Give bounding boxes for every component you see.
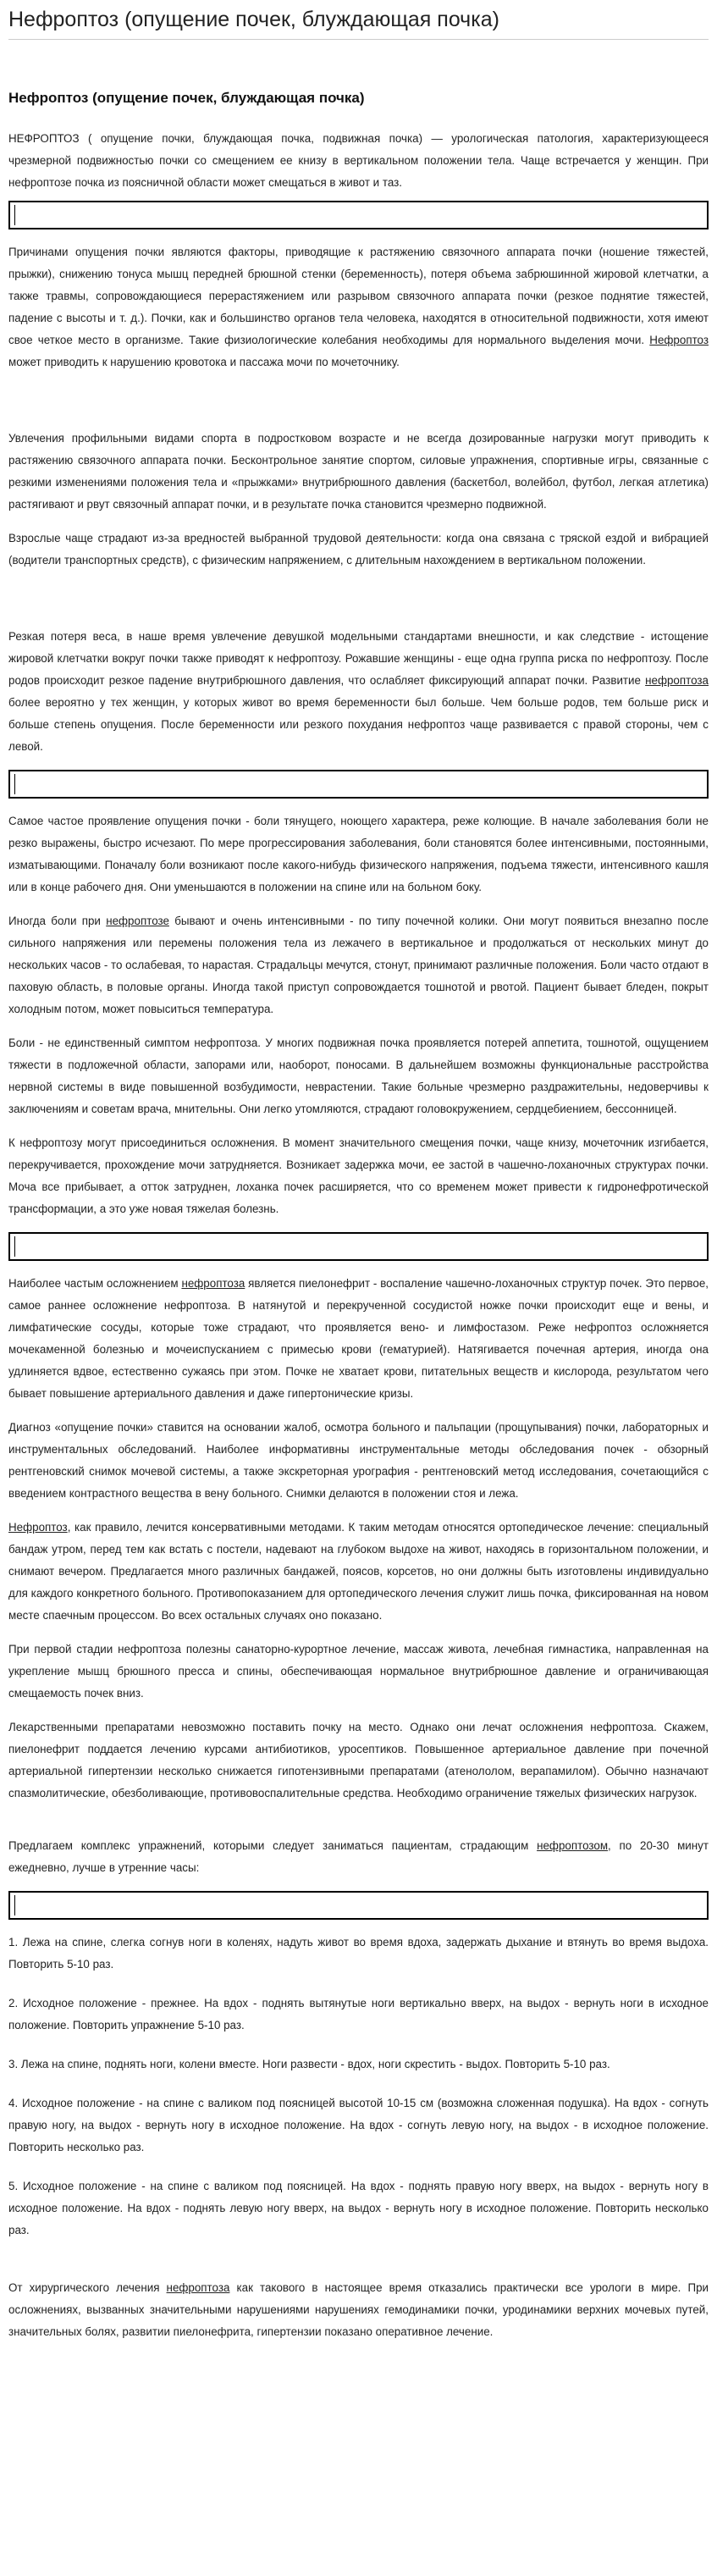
paragraph-treatment	[8, 1517, 709, 1627]
text: может приводить к нарушению кровотока и пассажа мочи по мочеточнику.	[8, 356, 400, 368]
paragraph-adults: Взрослые чаще страдают из-за вредностей выбранной трудовой деятельности: когда она связана с тряской ездой и вибрацией (водители транспортных средств), с физическим напряжением, с длительным нахождением в вертикальном положении.	[8, 532, 709, 567]
exercise-item: 2. Исходное положение - прежнее. На вдох - поднять вытянутые ноги вертикально вверх, на выдох - вернуть ноги в исходное положение. Повторить упражнение 5-10 раз.	[8, 1997, 709, 2032]
paragraph-colic	[8, 910, 709, 1020]
nephroptosis-link[interactable]: нефроптоза	[166, 2281, 230, 2294]
page	[0, 5, 717, 2343]
paragraph-diagnosis: Диагноз «опущение почки» ставится на основании жалоб, осмотра больного и пальпации (прощупывания) почки, лабораторных и инструментальных обследований. Наиболее информативны инструментальные методы обследования почек - обзорный рентгеновский снимок мочевой системы, а также экскреторная урография - рентгеновский метод исследования, сочетающийся с введением контрастного вещества в вену больного. Снимки делаются в положении стоя и лежа.	[8, 1421, 709, 1500]
ad-placeholder-4[interactable]	[8, 1891, 709, 1920]
nephroptosis-link[interactable]: Нефроптоз	[8, 1521, 68, 1534]
text: бывают и очень интенсивными - по типу почечной колики. Они могут появиться внезапно после сильного напряжения или перемены положения тела из лежачего в вертикальное и продолжаться от нескольких минут до нескольких часов - то ослабевая, то нарастая. Страдальцы мечутся, стонут, принимают различные положения. Боли часто отдают в паховую область, в половые органы. Иногда такой приступ сопровождается тошнотой и рвотой. Пациент бывает бледен, покрыт холодным потом, может повыситься температура.	[8, 915, 709, 1015]
paragraph-exercises-intro	[8, 1835, 709, 1879]
page-title: Нефроптоз (опущение почек, блуждающая почка)	[8, 5, 709, 40]
exercise-item: 3. Лежа на спине, поднять ноги, колени вместе. Ноги развести - вдох, ноги скрестить - выдох. Повторить 5-10 раз.	[8, 2058, 610, 2070]
nephroptosis-link[interactable]: нефроптозе	[106, 915, 169, 927]
text: Иногда боли при	[8, 915, 107, 927]
text: Резкая потеря веса, в наше время увлечение девушкой модельными стандартами внешности, и как следствие - истощение жировой клетчатки вокруг почки также приводят к нефроптозу. Рожавшие женщины - еще одна группа риска по нефроптозу. После родов происходит резкое падение внутрибрюшного давления, что ослабляет фиксирующий аппарат почки. Развитие	[8, 630, 709, 687]
nephroptosis-link[interactable]: Нефроптоз	[649, 334, 709, 346]
paragraph-first-stage: При первой стадии нефроптоза полезны санаторно-курортное лечение, массаж живота, лечебная гимнастика, направленная на укрепление мышц брюшного пресса и спины, обеспечивающая нормальное внутрибрюшное давление и ограничивающая смещаемость почек вниз.	[8, 1643, 709, 1700]
paragraph-other-symptoms: Боли - не единственный симптом нефроптоза. У многих подвижная почка проявляется потерей аппетита, тошнотой, ощущением тяжести в подложечной области, запорами или, наоборот, поносами. В дальнейшем возможны функциональные расстройства нервной системы в виде повышенной возбудимости, неврастении. Такие больные чрезмерно раздражительны, недоверчивы к заключениям и советам врача, мнительны. Они легко утомляются, страдают головокружением, сердцебиением, бессонницей.	[8, 1036, 709, 1115]
text: Причинами опущения почки являются факторы, приводящие к растяжению связочного аппарата почки (ношение тяжестей, прыжки), снижению тонуса мышц передней брюшной стенки (беременность), потеря объема забрюшинной жировой клетчатки, а также травмы, сопровождающиеся перерастяжением или разрывом связочного аппарата почки (резкое поднятие тяжестей, падение с высоты и т. д.). Почки, как и большинство органов тела человека, находятся в относительной подвижности, хотя имеют свое четкое место в организме. Такие физиологические колебания необходимы для нормального выделения мочи.	[8, 246, 709, 346]
paragraph-intro: НЕФРОПТОЗ ( опущение почки, блуждающая почка, подвижная почка) — урологическая патология, характеризующееся чрезмерной подвижностью почки со смещением ее книзу в вертикальном положении тела. Чаще встречается у женщин. При нефроптозе почка из поясничной области может смещаться в живот и таз.	[8, 132, 709, 189]
text: Наиболее частым осложнением	[8, 1277, 182, 1290]
paragraph-pyelonephritis	[8, 1273, 709, 1405]
exercise-item: 5. Исходное положение - на спине с валиком под поясницей. На вдох - поднять правую ногу вверх, на выдох - вернуть ногу в исходное положение. На вдох - поднять левую ногу вверх, на выдох - вернуть ногу в исходное положение. Повторить несколько раз.	[8, 2180, 709, 2236]
paragraph-surgery	[8, 2277, 709, 2343]
text: является пиелонефрит - воспаление чашечно-лоханочных структур почек. Это первое, самое раннее осложнение нефроптоза. В натянутой и перекрученной сосудистой ножке почки происходит еще и вены, и лимфатические сосуды, которые тоже страдают, что проявляется вено- и лимфостазом. Реже нефроптоз осложняется мочекаменной болезнью и мочеиспусканием с примесью крови (гематурией). Натягивается почечная артерия, иногда она удлиняется вдвое, естественно сужаясь при этом. Почке не хватает крови, питательных веществ и кислорода, результатом чего бывает повышение артериального давления и даже гипертонические кризы.	[8, 1277, 709, 1400]
text: как такового в настоящее время отказались практически все урологи в мире. При осложнениях, вызванных значительными нарушениями нарушениях гемодинамики почки, уродинамики верхних мочевых путей, значительных болях, развитии пиелонефрита, гипертензии показано оперативное лечение.	[8, 2281, 709, 2338]
ad-placeholder-3[interactable]	[8, 1232, 709, 1261]
text: Предлагаем комплекс упражнений, которыми следует заниматься пациентам, страдающим	[8, 1839, 538, 1852]
exercise-list	[8, 1932, 709, 2242]
paragraph-drugs: Лекарственными препаратами невозможно поставить почку на место. Однако они лечат осложнения нефроптоза. Скажем, пиелонефрит поддается лечению курсами антибиотиков, уросептиков. Повышенное артериальное давление при почечной артериальной гипертензии несколько снижается гипотензивными препаратами (атенололом, верапамилом). Обычно назначают спазмолитические, обезболивающие, противовоспалительные средства. Необходимо ограничение тяжелых физических нагрузок.	[8, 1721, 709, 1799]
nephroptosis-link[interactable]: нефроптоза	[181, 1277, 245, 1290]
text: От хирургического лечения	[8, 2281, 167, 2294]
paragraph-symptoms: Самое частое проявление опущения почки - боли тянущего, ноющего характера, реже колющие. В начале заболевания боли не резко выражены, быстро исчезают. По мере прогрессирования заболевания, боли становятся более интенсивными, постоянными, изматывающими. Поначалу боли возникают после какого-нибудь физического напряжения, подъема тяжести, интенсивного кашля или в конце рабочего дня. Они уменьшаются в положении на спине или на больном боку.	[8, 815, 709, 893]
text: , по 20-30 минут ежедневно, лучше в утренние часы:	[8, 1839, 709, 1874]
paragraph-complications: К нефроптозу могут присоединиться осложнения. В момент значительного смещения почки, чаще книзу, мочеточник изгибается, перекручивается, прохождение мочи затрудняется. Возникает задержка мочи, ее застой в чашечно-лоханочных структурах почки. Моча все прибывает, а отток затруднен, лоханка почек расширяется, что со временем может привести к гидронефротической трансформации, а это уже новая тяжелая болезнь.	[8, 1136, 709, 1215]
paragraph-weight-loss	[8, 626, 709, 758]
paragraph-causes	[8, 241, 709, 373]
nephroptosis-link[interactable]: нефроптоза	[645, 674, 709, 687]
exercise-item: 4. Исходное положение - на спине с валиком под поясницей высотой 10-15 см (возможна сложенная подушка). На вдох - согнуть правую ногу, на выдох - вернуть ногу в исходное положение. На вдох - согнуть левую ногу, на выдох - в исходное положение. Повторить несколько раз.	[8, 2097, 709, 2153]
article-title: Нефроптоз (опущение почек, блуждающая почка)	[8, 90, 365, 106]
text: более вероятно у тех женщин, у которых живот во время беременности был больше. Чем больше родов, тем больше риск и больше степень опущения. После беременности или резкого похудания нефроптоз чаще развивается с правой стороны, чем с левой.	[8, 696, 709, 753]
paragraph-sport: Увлечения профильными видами спорта в подростковом возрасте и не всегда дозированные нагрузки могут приводить к растяжению связочного аппарата почки. Бесконтрольное занятие спортом, силовые упражнения, спортивные игры, связанные с резкими изменениями положения тела и «прыжками» внутрибрюшного давления (баскетбол, волейбол, футбол, легкая атлетика) растягивают и рвут связочный аппарат почки, и в результате почка становится чрезмерно подвижной.	[8, 432, 709, 511]
ad-placeholder-1[interactable]	[8, 201, 709, 229]
text: , как правило, лечится консервативными методами. К таким методам относятся ортопедическое лечение: специальный бандаж утром, перед тем как встать с постели, надевают на глубоком выдохе на живот, находясь в горизонтальном положении, и снимают вечером. Предлагается много различных бандажей, поясов, корсетов, но они должны быть изготовлены индивидуально для каждого конкретного больного. Противопоказанием для ортопедического лечения служит лишь почка, фиксированная на новом месте спаечным процессом. Во всех остальных случаях оно показано.	[8, 1521, 709, 1622]
ad-placeholder-2[interactable]	[8, 770, 709, 799]
exercise-item: 1. Лежа на спине, слегка согнув ноги в коленях, надуть живот во время вдоха, задержать дыхание и втянуть во время выдоха. Повторить 5-10 раз.	[8, 1936, 709, 1971]
nephroptosis-link[interactable]: нефроптозом	[537, 1839, 609, 1852]
